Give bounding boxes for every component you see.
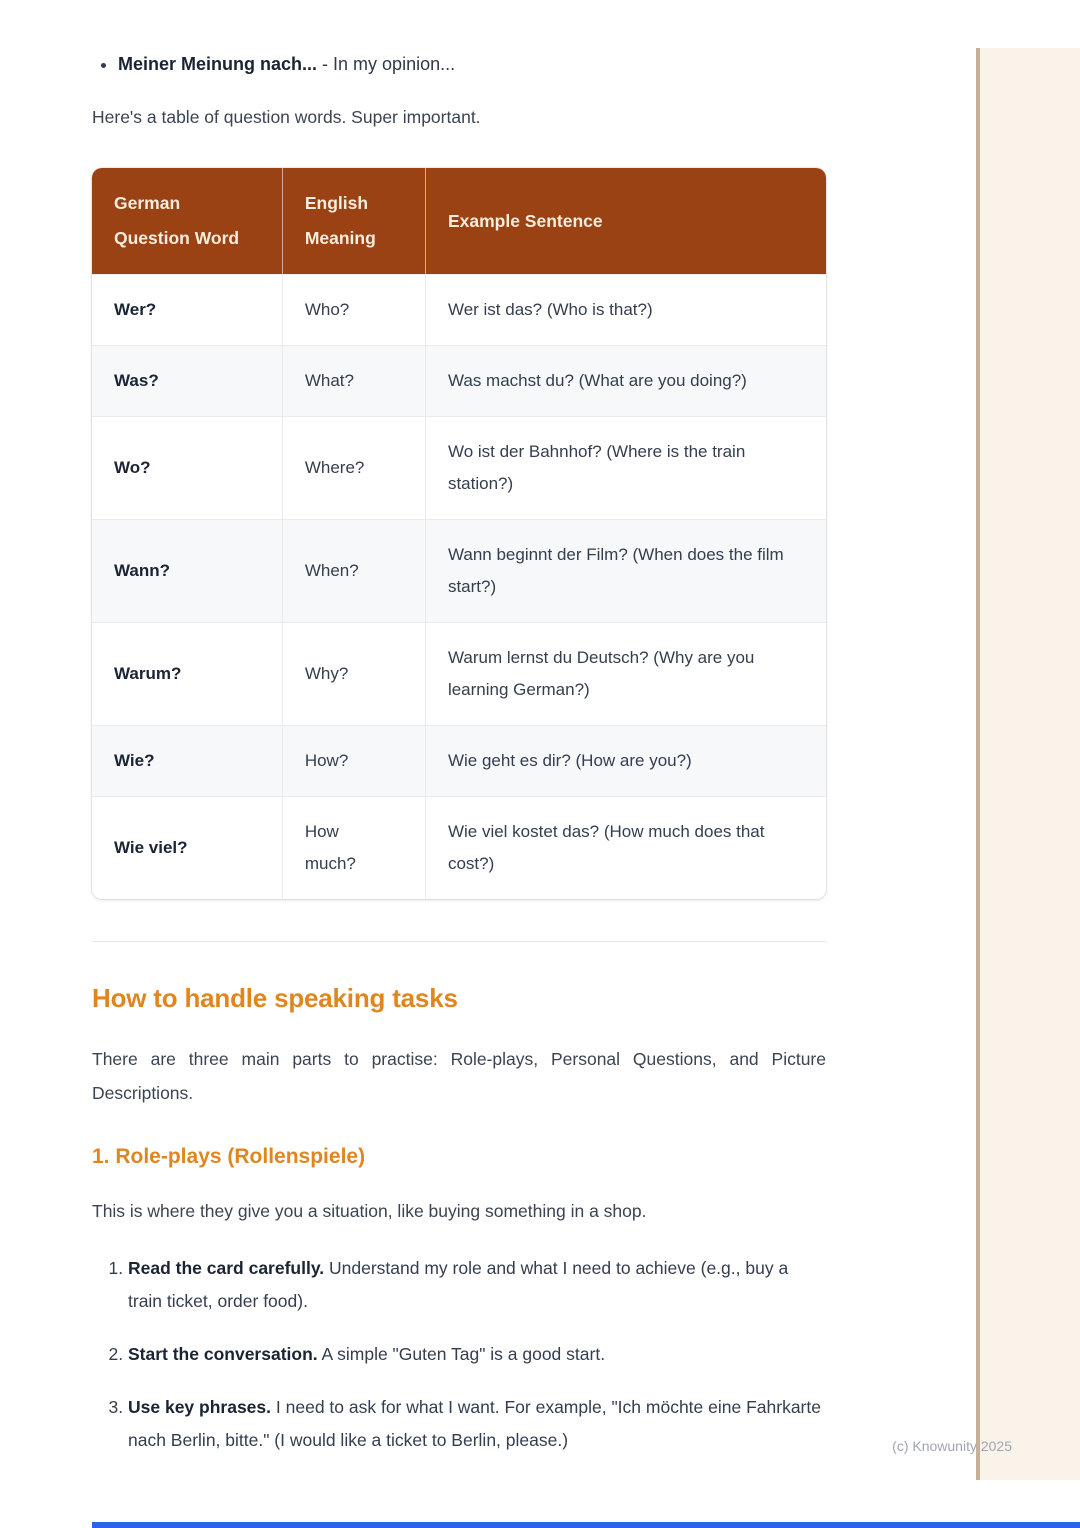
step-detail: I need to ask for what I want. For example, "Ich möchte eine Fahrkarte nach Berlin, bitte." (I would like a ticket to Berlin, please.)	[128, 1397, 821, 1450]
question-words-table	[92, 168, 826, 899]
role-play-steps	[92, 1252, 826, 1457]
step-item	[128, 1338, 826, 1371]
cell-german: Was?	[92, 345, 283, 416]
cell-german: Wo?	[92, 416, 283, 519]
cell-english: How much?	[283, 796, 426, 899]
cell-german: Warum?	[92, 622, 283, 725]
cell-example: Wie viel kostet das? (How much does that cost?)	[426, 796, 826, 899]
bullet-list	[92, 50, 826, 78]
section-divider	[92, 941, 826, 942]
cell-example: Wie geht es dir? (How are you?)	[426, 725, 826, 796]
footer-accent-bar	[92, 1522, 1080, 1528]
role-plays-intro: This is where they give you a situation, like buying something in a shop.	[92, 1201, 647, 1221]
cell-english: Where?	[283, 416, 426, 519]
cell-english: Why?	[283, 622, 426, 725]
cell-example: Wo ist der Bahnhof? (Where is the train station?)	[426, 416, 826, 519]
document-content	[92, 0, 826, 1477]
cell-english: What?	[283, 345, 426, 416]
table-row	[92, 274, 826, 345]
cell-english: When?	[283, 519, 426, 622]
subsection-heading-role-plays: 1. Role-plays (Rollenspiele)	[92, 1145, 366, 1168]
bullet-item	[118, 50, 826, 78]
cell-german: Wie viel?	[92, 796, 283, 899]
step-title: Start the conversation.	[128, 1344, 318, 1364]
section-heading-speaking-tasks: How to handle speaking tasks	[92, 983, 458, 1013]
table-row	[92, 796, 826, 899]
table-row	[92, 345, 826, 416]
table-row	[92, 725, 826, 796]
cell-example: Wann beginnt der Film? (When does the film start?)	[426, 519, 826, 622]
step-title: Read the card carefully.	[128, 1258, 325, 1278]
table-row	[92, 622, 826, 725]
intro-text: Here's a table of question words. Super important.	[92, 107, 481, 127]
speaking-tasks-intro: There are three main parts to practise: Role-plays, Personal Questions, and Picture Descriptions.	[92, 1049, 826, 1103]
col-header-english-meaning: English Meaning	[283, 168, 426, 274]
bullet-term: Meiner Meinung nach...	[118, 54, 318, 74]
cell-german: Wann?	[92, 519, 283, 622]
cell-example: Was machst du? (What are you doing?)	[426, 345, 826, 416]
col-header-example-sentence: Example Sentence	[426, 168, 826, 274]
cell-english: How?	[283, 725, 426, 796]
cell-german: Wie?	[92, 725, 283, 796]
step-item	[128, 1252, 826, 1318]
step-item	[128, 1391, 826, 1457]
cell-german: Wer?	[92, 274, 283, 345]
cell-example: Warum lernst du Deutsch? (Why are you learning German?)	[426, 622, 826, 725]
copyright-watermark: (c) Knowunity 2025	[892, 1438, 1012, 1454]
table-header-row	[92, 168, 826, 274]
step-detail: Understand my role and what I need to achieve (e.g., buy a train ticket, order food).	[128, 1258, 789, 1311]
table-row	[92, 519, 826, 622]
step-title: Use key phrases.	[128, 1397, 272, 1417]
next-page-edge	[976, 48, 1080, 1480]
bullet-definition: - In my opinion...	[322, 54, 456, 74]
step-detail: A simple "Guten Tag" is a good start.	[321, 1344, 606, 1364]
col-header-german-question-word: German Question Word	[92, 168, 283, 274]
cell-english: Who?	[283, 274, 426, 345]
table-row	[92, 416, 826, 519]
cell-example: Wer ist das? (Who is that?)	[426, 274, 826, 345]
